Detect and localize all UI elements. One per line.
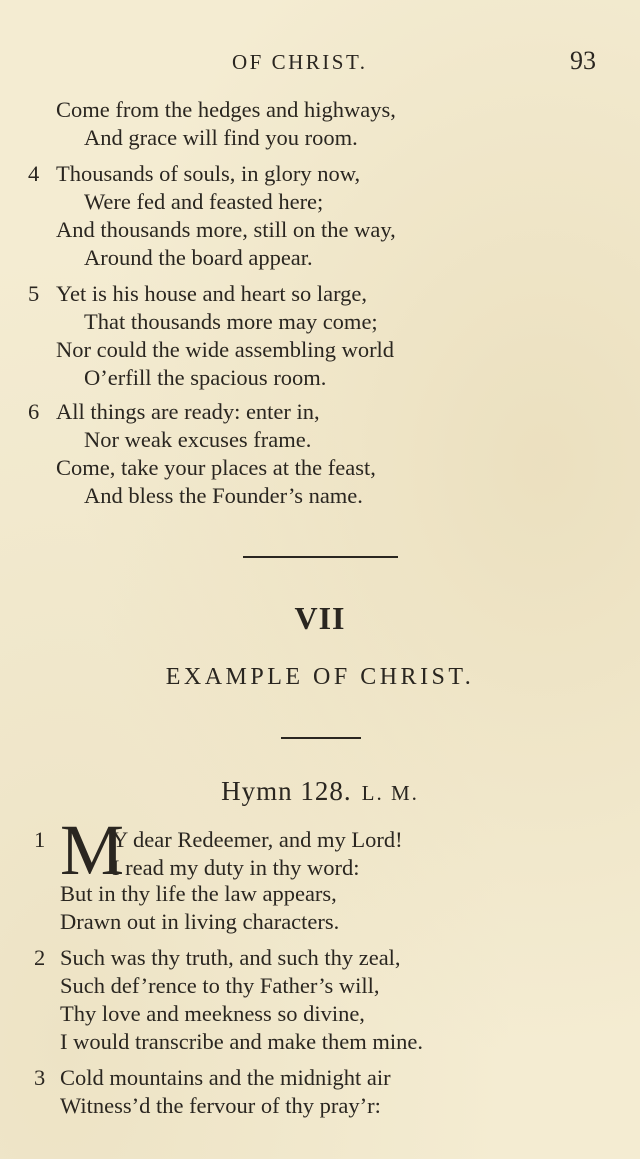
verse-line: That thousands more may come; (84, 309, 378, 334)
hymn-heading (0, 776, 640, 807)
page-number: 93 (570, 46, 596, 75)
verse-line: Nor could the wide assembling world (56, 337, 395, 362)
section-title: EXAMPLE OF CHRIST. (165, 664, 475, 690)
verse-line: Come, take your places at the feast, (56, 455, 376, 480)
verse-line: And grace will find you room. (84, 125, 358, 150)
verse-line: I would transcribe and make them mine. (60, 1029, 424, 1054)
verse-line: Drawn out in living characters. (60, 909, 340, 934)
stanza-number: 2 (34, 945, 46, 970)
verse-line: O’erfill the spacious room. (84, 365, 327, 390)
stanza-number: 1 (34, 827, 46, 852)
verse-line: All things are ready: enter in, (56, 399, 320, 424)
stanza-number: 5 (28, 281, 40, 306)
divider-rule (243, 556, 398, 558)
verse-line: Cold mountains and the midnight air (60, 1065, 391, 1090)
verse-line: Witness’d the fervour of thy pray’r: (60, 1093, 381, 1118)
running-title: OF CHRIST. (232, 50, 368, 74)
verse-line: Were fed and feasted here; (84, 189, 324, 214)
stanza-number: 6 (28, 399, 40, 424)
verse-line: And bless the Founder’s name. (84, 483, 363, 508)
verse-line: Yet is his house and heart so large, (56, 281, 368, 306)
drop-cap: M (60, 810, 125, 890)
verse-line: Thy love and meekness so divine, (60, 1001, 365, 1026)
verse-line: Around the board appear. (84, 245, 313, 270)
verse-line: Come from the hedges and highways, (56, 97, 396, 122)
stanza-number: 4 (28, 161, 40, 186)
verse-line: But in thy life the law appears, (60, 881, 337, 906)
divider-rule (281, 737, 361, 739)
hymn-meter: L. M. (361, 781, 419, 805)
section-number: VII (294, 600, 346, 636)
verse-line: Thousands of souls, in glory now, (56, 161, 361, 186)
verse-line: Such def’rence to thy Father’s will, (60, 973, 380, 998)
verse-line: Such was thy truth, and such thy zeal, (60, 945, 401, 970)
hymn-number: Hymn 128. (221, 776, 352, 806)
verse-line: Y dear Redeemer, and my Lord! (112, 827, 403, 852)
verse-line: And thousands more, still on the way, (56, 217, 396, 242)
stanza-number: 3 (34, 1065, 46, 1090)
verse-line: Nor weak excuses frame. (84, 427, 312, 452)
verse-line: I read my duty in thy word: (112, 855, 360, 880)
